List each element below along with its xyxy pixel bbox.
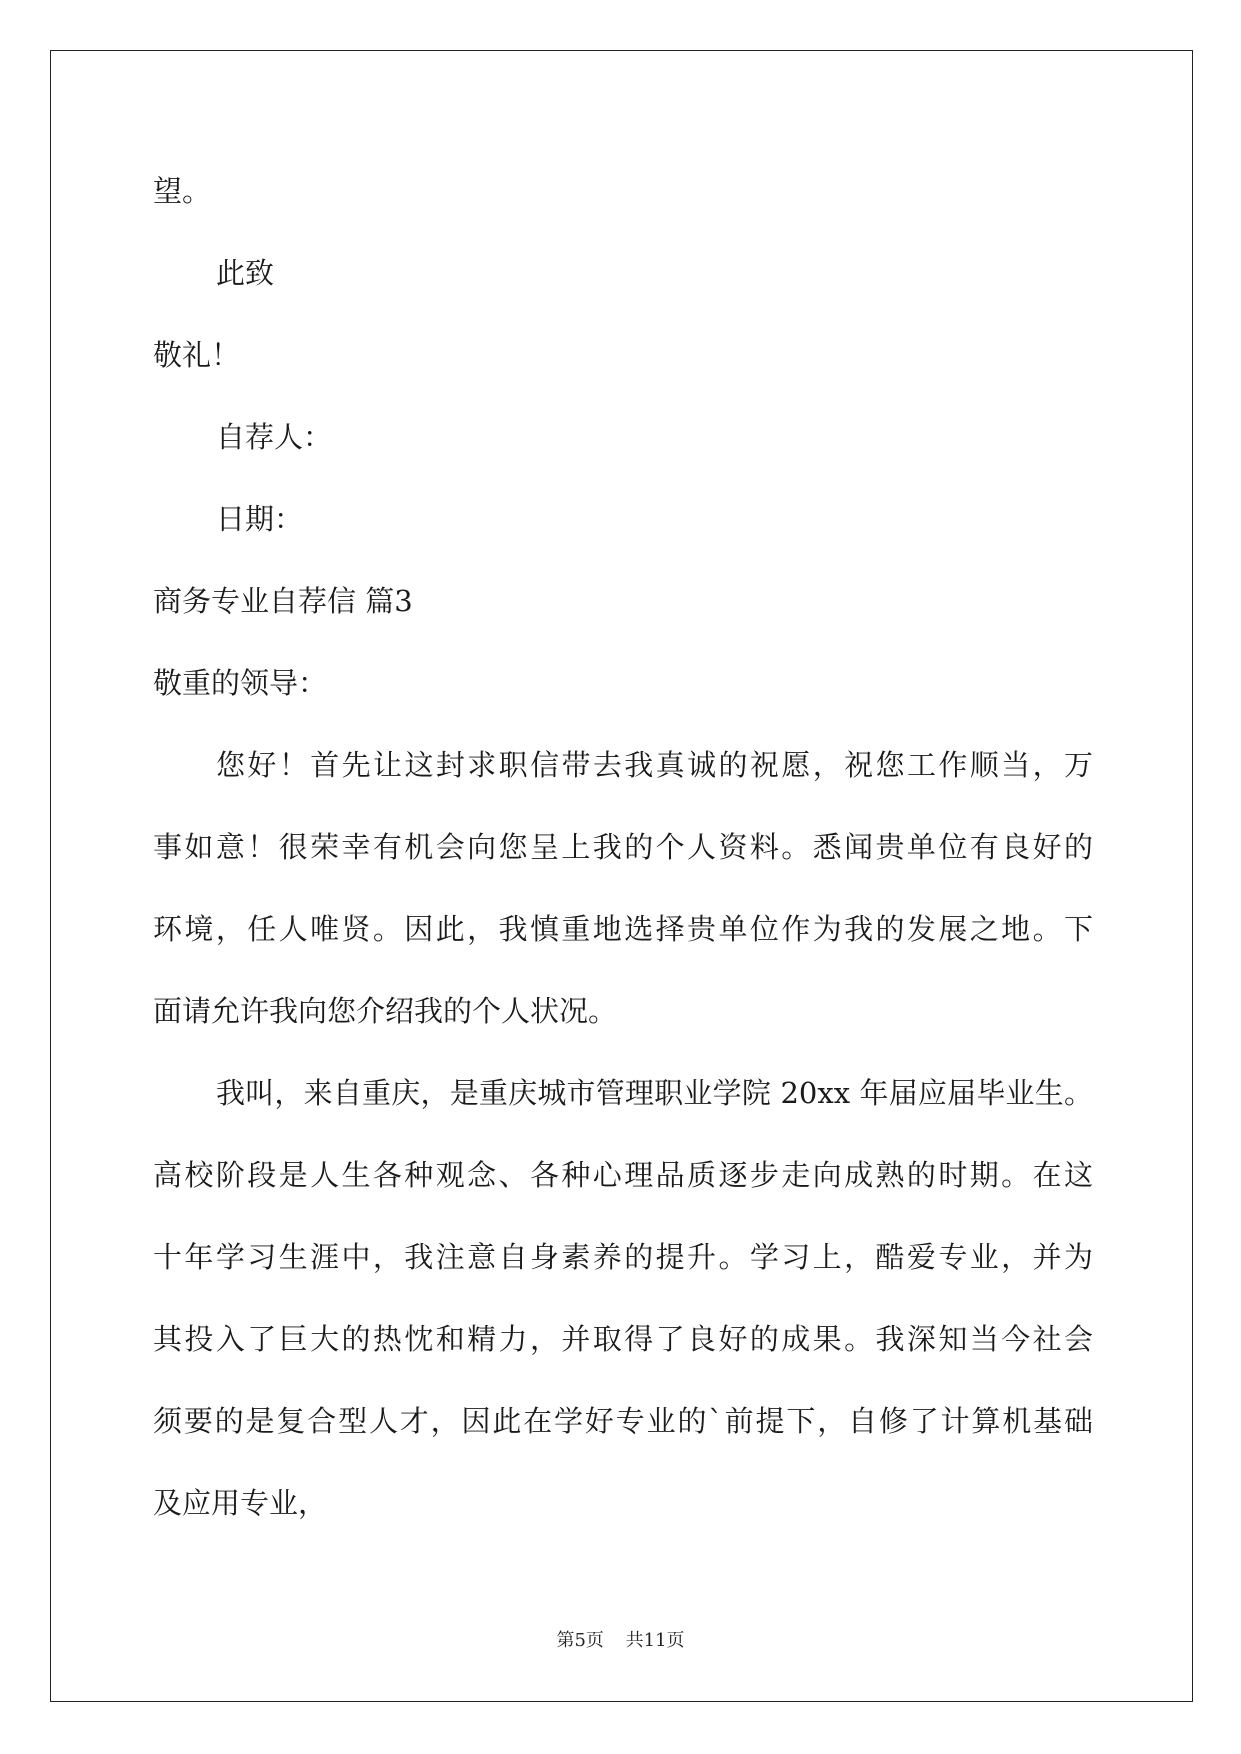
text-line: 望。 (153, 174, 212, 208)
text-line: 其投入了巨大的热忱和精力，并取得了良好的成果。我深知当今社会 (153, 1322, 1093, 1356)
section-heading: 商务专业自荐信 篇3 (153, 584, 413, 618)
text-line: 高校阶段是人生各种观念、各种心理品质逐步走向成熟的时期。在这 (153, 1158, 1093, 1192)
text-line: 面请允许我向您介绍我的个人状况。 (153, 994, 618, 1028)
text-line: 环境，任人唯贤。因此，我慎重地选择贵单位作为我的发展之地。下 (153, 912, 1093, 946)
document-body (153, 150, 1093, 1544)
salutation: 敬重的领导： (153, 666, 328, 700)
text-line: 事如意！很荣幸有机会向您呈上我的个人资料。悉闻贵单位有良好的 (153, 830, 1093, 864)
text-line: 我叫，来自重庆，是重庆城市管理职业学院 20xx 年届应届毕业生。 (216, 1076, 1093, 1110)
text-line: 及应用专业， (153, 1486, 328, 1520)
text-line: 您好！首先让这封求职信带去我真诚的祝愿，祝您工作顺当，万 (216, 748, 1093, 782)
text-line: 须要的是复合型人才，因此在学好专业的`前提下，自修了计算机基础 (153, 1404, 1093, 1438)
page-footer (0, 1626, 1241, 1652)
text-line: 十年学习生涯中，我注意自身素养的提升。学习上，酷爱专业，并为 (153, 1240, 1093, 1274)
text-line: 敬礼！ (153, 338, 241, 372)
page-total: 共11页 (625, 1630, 685, 1651)
page-number: 第5页 (556, 1630, 604, 1651)
text-line: 此致 (216, 256, 275, 290)
text-line: 自荐人： (216, 420, 333, 454)
text-line: 日期： (216, 502, 304, 536)
